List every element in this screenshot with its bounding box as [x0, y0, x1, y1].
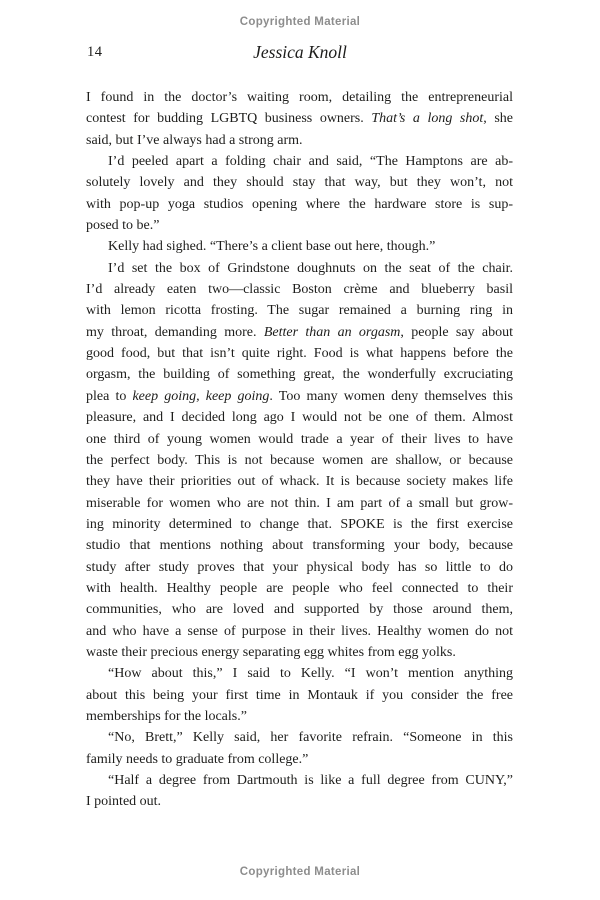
- text-segment: the perfect body. This is not because women are shallow, or because: [86, 452, 513, 468]
- text-line: [86, 407, 513, 428]
- text-segment: with lemon ricotta frosting. The sugar remained a burning ring in: [86, 303, 513, 319]
- text-segment: with health. Healthy people are people who feel connected to their: [86, 580, 513, 596]
- text-segment: solutely lovely and they should stay that way, but they won’t, not: [86, 175, 513, 191]
- text-segment: ing minority determined to change that. SPOKE is the first exercise: [86, 516, 513, 532]
- italic-text-segment: That’s a long shot: [371, 111, 484, 127]
- text-segment: , she: [483, 111, 513, 127]
- text-line: [86, 194, 513, 215]
- text-segment: “No, Brett,” Kelly said, her favorite refrain. “Someone in this: [108, 730, 513, 746]
- text-line: [86, 429, 513, 450]
- text-line: [86, 450, 513, 471]
- text-line: [86, 621, 513, 642]
- text-segment: I found in the doctor’s waiting room, detailing the entrepreneurial: [86, 90, 513, 105]
- text-segment: “How about this,” I said to Kelly. “I won’t mention anything: [108, 666, 513, 682]
- text-segment: , people say about: [400, 324, 513, 340]
- text-line: [86, 514, 513, 535]
- text-line: [86, 749, 513, 770]
- text-segment: communities, who are loved and supported by those around them,: [86, 602, 513, 618]
- text-segment: I’d peeled apart a folding chair and said, “The Hamptons are ab-: [108, 154, 513, 170]
- text-line: [86, 236, 513, 257]
- text-line: [86, 791, 513, 812]
- text-line: [86, 108, 513, 129]
- text-segment: contest for budding LGBTQ business owners.: [86, 111, 372, 127]
- text-segment: miserable for women who are not thin. I am part of a small but grow-: [86, 495, 513, 511]
- copyright-notice-top: Copyrighted Material: [239, 16, 361, 28]
- italic-text-segment: Better than an orgasm: [263, 324, 401, 340]
- text-segment: I’d set the box of Grindstone doughnuts on the seat of the chair.: [108, 260, 513, 276]
- text-segment: I’d already eaten two—classic Boston crème and blueberry basil: [86, 282, 513, 298]
- text-segment: memberships for the locals.”: [86, 708, 247, 724]
- text-segment: waste their precious energy separating egg whites from egg yolks.: [86, 644, 456, 660]
- text-line: [86, 258, 513, 279]
- text-segment: good food, but that isn’t quite right. Food is what happens before the: [86, 346, 513, 362]
- text-segment: pleasure, and I decided long ago I would not be one of them. Almost: [86, 410, 513, 426]
- text-line: [86, 172, 513, 193]
- text-segment: Kelly had sighed. “There’s a client base out here, though.”: [108, 239, 436, 255]
- text-line: [86, 364, 513, 385]
- text-line: [86, 87, 513, 108]
- text-line: [86, 727, 513, 748]
- text-line: [86, 322, 513, 343]
- text-line: [86, 770, 513, 791]
- text-line: [86, 557, 513, 578]
- text-line: [86, 471, 513, 492]
- text-segment: one third of young women would trade a year of their lives to have: [86, 431, 513, 447]
- text-line: [86, 493, 513, 514]
- italic-text-segment: keep going, keep going: [132, 388, 270, 404]
- text-line: [86, 535, 513, 556]
- text-segment: posed to be.”: [86, 218, 160, 234]
- text-segment: studio that mentions nothing about transforming your body, because: [86, 538, 513, 554]
- text-segment: and who have a sense of purpose in their lives. Healthy women do not: [86, 623, 513, 639]
- text-line: [86, 300, 513, 321]
- text-segment: . Too many women deny themselves this: [269, 388, 513, 404]
- text-line: [86, 130, 513, 151]
- text-segment: my throat, demanding more.: [86, 324, 264, 340]
- text-segment: with pop-up yoga studios opening where the hardware store is sup-: [86, 196, 513, 212]
- running-head: Jessica Knoll: [253, 42, 347, 62]
- copyright-notice-bottom: Copyrighted Material: [239, 866, 361, 878]
- text-segment: they have their priorities out of whack. It is because society makes life: [86, 474, 513, 490]
- text-line: [86, 343, 513, 364]
- text-line: [86, 642, 513, 663]
- text-segment: I pointed out.: [86, 794, 162, 810]
- text-segment: study after study proves that your physical body has so little to do: [86, 559, 513, 575]
- text-segment: plea to: [86, 388, 133, 404]
- text-segment: orgasm, the building of something great, the wonderfully excruciating: [86, 367, 513, 383]
- text-line: [86, 685, 513, 706]
- page-header: [0, 42, 600, 66]
- text-line: [86, 279, 513, 300]
- text-line: [86, 663, 513, 684]
- text-line: [86, 599, 513, 620]
- text-segment: about this being your first time in Montauk if you consider the free: [86, 687, 513, 703]
- text-segment: said, but I’ve always had a strong arm.: [86, 132, 303, 148]
- body-text: [86, 87, 513, 813]
- text-line: [86, 578, 513, 599]
- text-segment: family needs to graduate from college.”: [86, 751, 309, 767]
- text-line: [86, 386, 513, 407]
- text-line: [86, 215, 513, 236]
- text-line: [86, 151, 513, 172]
- text-segment: “Half a degree from Dartmouth is like a full degree from CUNY,”: [108, 773, 513, 788]
- page-number: 14: [87, 44, 103, 60]
- text-line: [86, 706, 513, 727]
